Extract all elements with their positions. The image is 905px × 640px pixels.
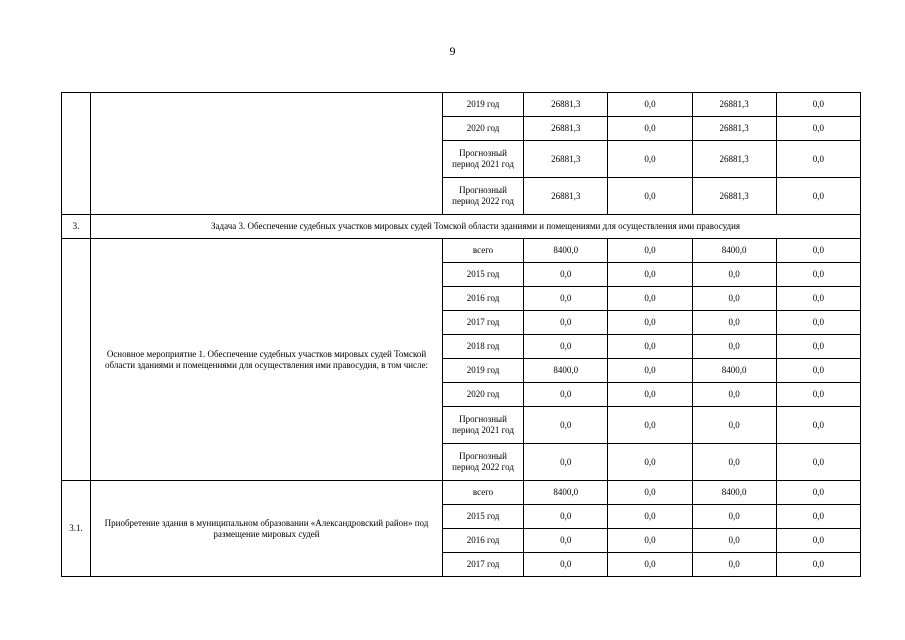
value-cell: 0,0 bbox=[608, 93, 692, 117]
value-cell: 8400,0 bbox=[692, 239, 776, 263]
value-cell: 0,0 bbox=[524, 383, 608, 407]
value-cell: 0,0 bbox=[776, 178, 860, 215]
value-cell: 0,0 bbox=[692, 263, 776, 287]
value-cell: 8400,0 bbox=[692, 359, 776, 383]
period-cell: 2020 год bbox=[442, 117, 523, 141]
value-cell: 8400,0 bbox=[524, 481, 608, 505]
value-cell: 8400,0 bbox=[524, 239, 608, 263]
value-cell: 0,0 bbox=[692, 444, 776, 481]
value-cell: 0,0 bbox=[776, 359, 860, 383]
value-cell: 0,0 bbox=[776, 407, 860, 444]
value-cell: 26881,3 bbox=[524, 93, 608, 117]
page-number: 9 bbox=[449, 44, 456, 58]
value-cell: 0,0 bbox=[776, 141, 860, 178]
period-cell: всего bbox=[442, 239, 523, 263]
value-cell: 0,0 bbox=[776, 263, 860, 287]
value-cell: 26881,3 bbox=[692, 93, 776, 117]
item-name bbox=[91, 93, 443, 215]
budget-table-body bbox=[62, 93, 861, 577]
budget-table bbox=[61, 92, 861, 577]
value-cell: 0,0 bbox=[692, 407, 776, 444]
value-cell: 0,0 bbox=[776, 383, 860, 407]
value-cell: 8400,0 bbox=[692, 481, 776, 505]
value-cell: 26881,3 bbox=[524, 117, 608, 141]
value-cell: 0,0 bbox=[692, 287, 776, 311]
table-row bbox=[62, 93, 861, 117]
value-cell: 26881,3 bbox=[524, 141, 608, 178]
value-cell: 0,0 bbox=[524, 407, 608, 444]
period-cell: 2016 год bbox=[442, 529, 523, 553]
value-cell: 0,0 bbox=[692, 335, 776, 359]
task-number: 3. bbox=[62, 215, 91, 239]
value-cell: 0,0 bbox=[692, 311, 776, 335]
item-number bbox=[62, 239, 91, 481]
period-cell: всего bbox=[442, 481, 523, 505]
period-cell: Прогнозный период 2022 год bbox=[442, 178, 523, 215]
value-cell: 0,0 bbox=[692, 505, 776, 529]
value-cell: 0,0 bbox=[776, 529, 860, 553]
value-cell: 0,0 bbox=[608, 383, 692, 407]
value-cell: 0,0 bbox=[608, 529, 692, 553]
value-cell: 8400,0 bbox=[524, 359, 608, 383]
value-cell: 0,0 bbox=[776, 444, 860, 481]
value-cell: 0,0 bbox=[608, 117, 692, 141]
value-cell: 0,0 bbox=[776, 311, 860, 335]
period-cell: Прогнозный период 2021 год bbox=[442, 141, 523, 178]
value-cell: 0,0 bbox=[524, 529, 608, 553]
period-cell: Прогнозный период 2021 год bbox=[442, 407, 523, 444]
value-cell: 0,0 bbox=[776, 553, 860, 577]
task-row bbox=[62, 215, 861, 239]
value-cell: 0,0 bbox=[608, 359, 692, 383]
value-cell: 0,0 bbox=[608, 553, 692, 577]
value-cell: 26881,3 bbox=[692, 117, 776, 141]
value-cell: 0,0 bbox=[776, 239, 860, 263]
period-cell: 2018 год bbox=[442, 335, 523, 359]
value-cell: 26881,3 bbox=[692, 141, 776, 178]
period-cell: 2020 год bbox=[442, 383, 523, 407]
period-cell: 2019 год bbox=[442, 93, 523, 117]
period-cell: 2015 год bbox=[442, 505, 523, 529]
value-cell: 0,0 bbox=[524, 553, 608, 577]
value-cell: 0,0 bbox=[608, 407, 692, 444]
value-cell: 0,0 bbox=[608, 505, 692, 529]
value-cell: 0,0 bbox=[608, 481, 692, 505]
value-cell: 0,0 bbox=[608, 239, 692, 263]
period-cell: 2019 год bbox=[442, 359, 523, 383]
item-name: Основное мероприятие 1. Обеспечение судебных участков мировых судей Томской области зданиями и помещениями для осуществления ими правосудия, в том числе: bbox=[91, 239, 443, 481]
value-cell: 0,0 bbox=[692, 529, 776, 553]
item-number: 3.1. bbox=[62, 481, 91, 577]
value-cell: 0,0 bbox=[608, 178, 692, 215]
value-cell: 0,0 bbox=[524, 505, 608, 529]
value-cell: 26881,3 bbox=[692, 178, 776, 215]
period-cell: 2017 год bbox=[442, 311, 523, 335]
value-cell: 0,0 bbox=[608, 335, 692, 359]
value-cell: 0,0 bbox=[776, 287, 860, 311]
value-cell: 0,0 bbox=[776, 93, 860, 117]
value-cell: 0,0 bbox=[776, 335, 860, 359]
period-cell: 2015 год bbox=[442, 263, 523, 287]
value-cell: 0,0 bbox=[608, 311, 692, 335]
value-cell: 0,0 bbox=[608, 287, 692, 311]
value-cell: 0,0 bbox=[692, 553, 776, 577]
value-cell: 0,0 bbox=[608, 141, 692, 178]
value-cell: 0,0 bbox=[776, 117, 860, 141]
task-title: Задача 3. Обеспечение судебных участков мировых судей Томской области зданиями и помещениями для осуществления ими правосудия bbox=[91, 215, 861, 239]
value-cell: 0,0 bbox=[776, 505, 860, 529]
value-cell: 0,0 bbox=[524, 287, 608, 311]
value-cell: 0,0 bbox=[776, 481, 860, 505]
item-number bbox=[62, 93, 91, 215]
table-row bbox=[62, 481, 861, 505]
value-cell: 0,0 bbox=[692, 383, 776, 407]
item-name: Приобретение здания в муниципальном образовании «Александровский район» под размещение мировых судей bbox=[91, 481, 443, 577]
period-cell: 2016 год bbox=[442, 287, 523, 311]
period-cell: 2017 год bbox=[442, 553, 523, 577]
value-cell: 0,0 bbox=[524, 444, 608, 481]
value-cell: 26881,3 bbox=[524, 178, 608, 215]
value-cell: 0,0 bbox=[608, 444, 692, 481]
table-row bbox=[62, 239, 861, 263]
value-cell: 0,0 bbox=[608, 263, 692, 287]
value-cell: 0,0 bbox=[524, 335, 608, 359]
value-cell: 0,0 bbox=[524, 263, 608, 287]
period-cell: Прогнозный период 2022 год bbox=[442, 444, 523, 481]
value-cell: 0,0 bbox=[524, 311, 608, 335]
